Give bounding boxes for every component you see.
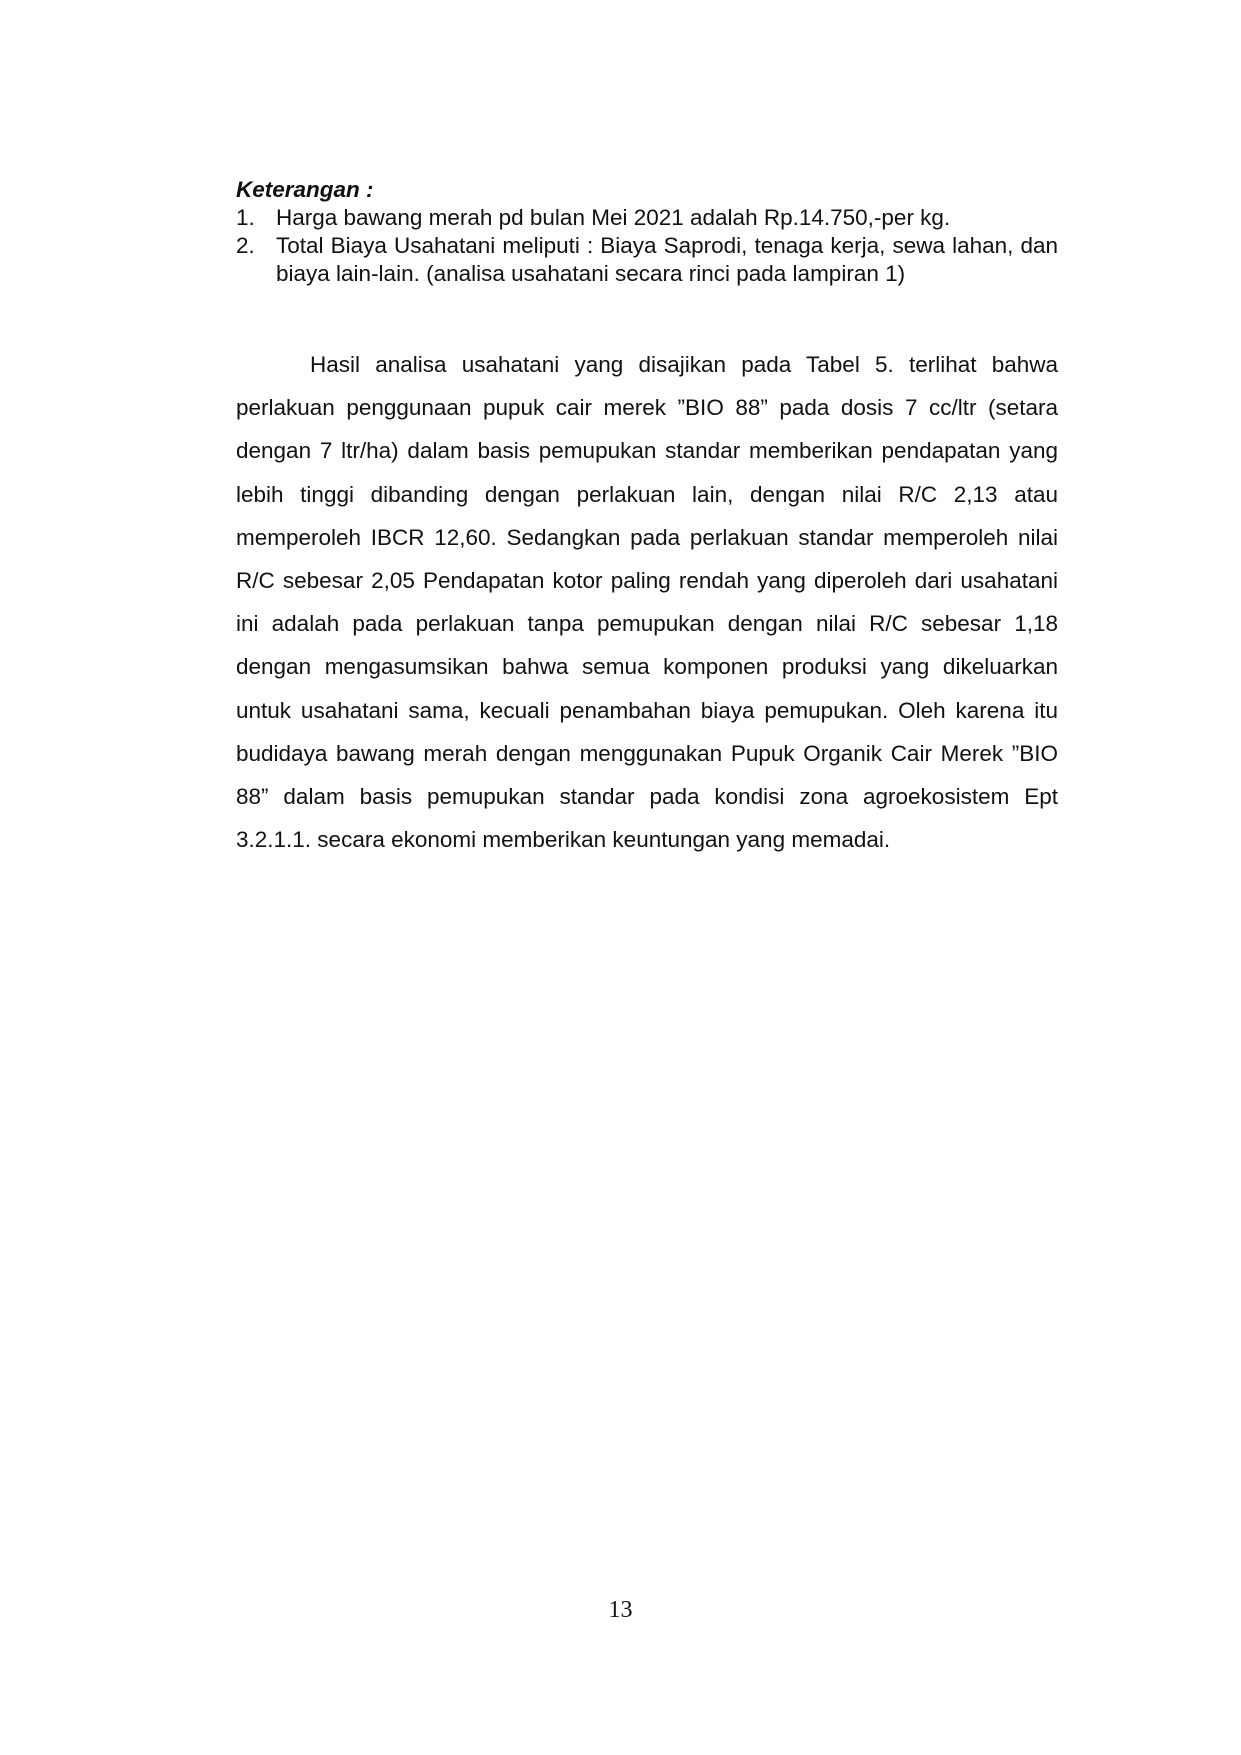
notes-list: [236, 204, 1058, 288]
notes-section: [236, 176, 1058, 288]
body-paragraph: Hasil analisa usahatani yang disajikan pada Tabel 5. terlihat bahwa perlakuan penggunaan pupuk cair merek ”BIO 88” pada dosis 7 cc/ltr (setara dengan 7 ltr/ha) dalam basis pemupukan standar memberikan pendapatan yang lebih tinggi dibanding dengan perlakuan lain, dengan nilai R/C 2,13 atau memperoleh IBCR 12,60. Sedangkan pada perlakuan standar memperoleh nilai R/C sebesar 2,05 Pendapatan kotor paling rendah yang diperoleh dari usahatani ini adalah pada perlakuan tanpa pemupukan dengan nilai R/C sebesar 1,18 dengan mengasumsikan bahwa semua komponen produksi yang dikeluarkan untuk usahatani sama, kecuali penambahan biaya pemupukan. Oleh karena itu budidaya bawang merah dengan menggunakan Pupuk Organik Cair Merek ”BIO 88” dalam basis pemupukan standar pada kondisi zona agroekosistem Ept 3.2.1.1. secara ekonomi memberikan keuntungan yang memadai.: [236, 352, 1058, 853]
page-number: 13: [608, 1597, 633, 1623]
note-text: Harga bawang merah pd bulan Mei 2021 adalah Rp.14.750,-per kg.: [276, 205, 951, 230]
note-item: [236, 204, 1058, 232]
note-text: Total Biaya Usahatani meliputi : Biaya Saprodi, tenaga kerja, sewa lahan, dan biaya lain-lain. (analisa usahatani secara rinci pada lampiran 1): [276, 233, 1058, 286]
notes-heading: Keterangan :: [236, 177, 374, 202]
note-number: 2.: [236, 233, 255, 258]
note-item: [236, 232, 1058, 288]
note-number: 1.: [236, 205, 255, 230]
